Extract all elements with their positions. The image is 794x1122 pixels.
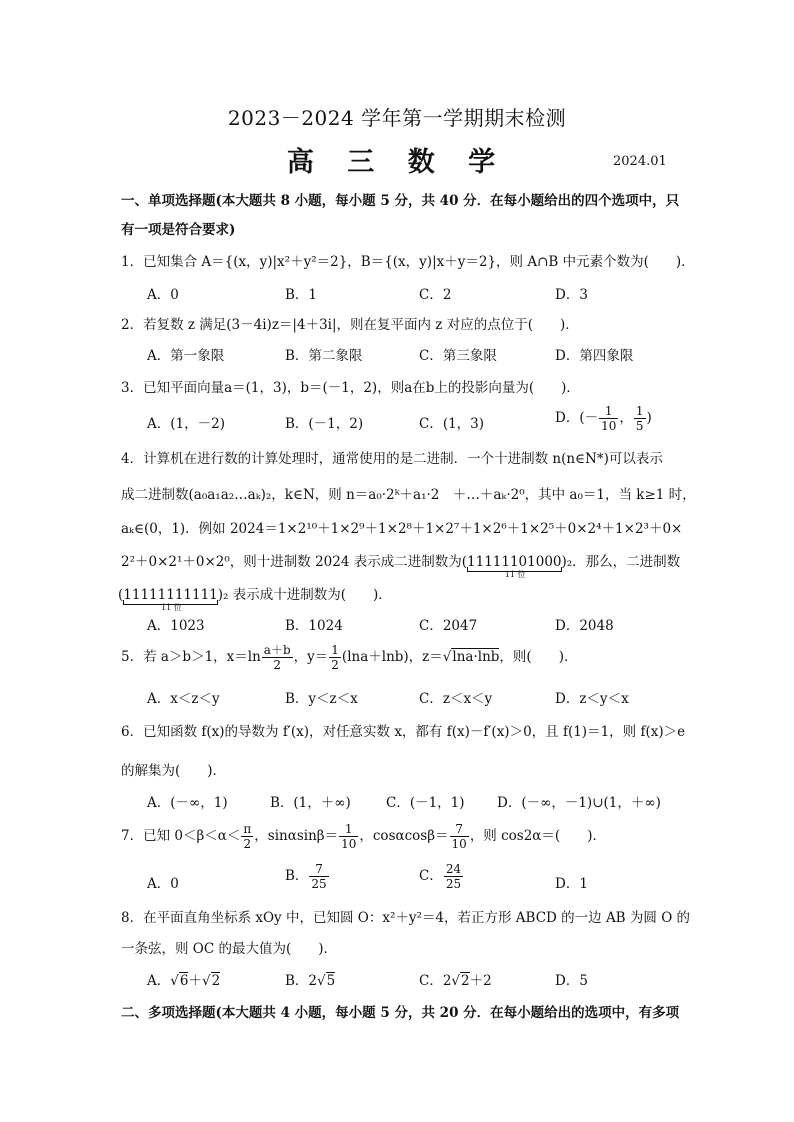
q5-option-c: C．z＜x＜y: [419, 691, 493, 707]
q4-option-c: C．2047: [419, 618, 478, 634]
q7-frac2-den: 10: [341, 837, 357, 851]
q7-frac1-den: 2: [243, 837, 252, 851]
q8-option-b: B．2√5: [285, 973, 336, 989]
q4-brace-label: 11 位: [504, 570, 526, 579]
q4-binary-digits-2: 11111111111: [123, 587, 218, 603]
q3-option-d-prefix: D．(－: [555, 410, 599, 426]
q4-line4: [121, 550, 681, 579]
q2-option-d: D．第四象限: [555, 348, 634, 364]
q3-option-d-frac1: [599, 404, 618, 433]
q1-option-a: A．0: [147, 287, 179, 303]
q4-line3: aₖ∈(0，1)．例如 2024＝1×2¹⁰＋1×2⁹＋1×2⁸＋1×2⁷＋1×2⁶＋1×2⁵＋0×2⁴＋1×2³＋0×: [121, 521, 683, 537]
q6-line2: 的解集为( )．: [121, 763, 227, 779]
q8-option-a-prefix: A．: [147, 973, 171, 989]
q5-frac2-den: 2: [331, 658, 339, 672]
q7-part3: ，cosαcosβ＝: [359, 828, 449, 844]
q4-line5: [118, 583, 392, 612]
q7-option-d: D．1: [555, 876, 588, 892]
q8-line1: 8．在平面直角坐标系 xOy 中，已知圆 O：x²＋y²＝4，若正方形 ABCD 的一边 AB 为圆 O 的: [121, 910, 691, 926]
q4-binary-brace-2: [123, 587, 218, 612]
q3-option-a: A．(1，－2): [147, 416, 225, 432]
q8-option-a-sqrt2: 2: [211, 973, 221, 989]
q3-option-c: C．(1，3): [419, 416, 485, 432]
q4-line5-post: )₂ 表示成十进制数为( )．: [217, 587, 392, 603]
q7-frac3: [450, 822, 469, 851]
q7-option-a: A．0: [147, 876, 179, 892]
q7-frac3-den: 10: [451, 837, 467, 851]
q7-frac2-num: 1: [339, 822, 358, 837]
q8-option-c-sqrt: 2: [461, 973, 470, 989]
q8-option-c-post: ＋2: [469, 973, 492, 989]
section1-heading: 一、单项选择题(本大题共 8 小题，每小题 5 分，共 40 分．在每小题给出的四个选项中，只: [121, 193, 680, 209]
q7-part4: ，则 cos2α＝( )．: [469, 828, 606, 844]
q3-option-d-sep: ，: [619, 410, 633, 426]
q3-option-d-frac2: [634, 404, 646, 433]
q3-option-d-frac2-den: 5: [635, 419, 644, 433]
q6-option-c: C．(－1，1): [386, 795, 465, 811]
q3-option-d-frac1-den: 10: [601, 419, 617, 433]
q4-line5-pre: (: [118, 587, 124, 603]
q7-part2: ，sinαsinβ＝: [254, 828, 339, 844]
q4-option-d: D．2048: [555, 618, 614, 634]
q5-frac1-num: a＋b: [263, 643, 291, 657]
q6-option-a: A．(－∞，1): [147, 795, 228, 811]
q7-option-b: [285, 862, 330, 891]
q5-part4: ，则( )．: [499, 649, 578, 665]
q8-option-b-sqrt: 5: [326, 973, 336, 989]
q5-part2: ，y＝: [293, 649, 329, 665]
q7-stem: [121, 822, 606, 851]
q5-frac2-num: 1: [331, 643, 339, 657]
q3-option-d-frac1-num: 1: [599, 404, 618, 419]
q6-option-b: B．(1，＋∞): [270, 795, 351, 811]
exam-title: 2023－2024 学年第一学期期末检测: [227, 106, 567, 130]
q4-option-b: B．1024: [285, 618, 343, 634]
q4-line4-pre: 2²＋0×2¹＋0×2⁰，则十进制数 2024 表示成二进制数为(: [121, 554, 468, 570]
q5-option-a: A．x＜z＜y: [147, 691, 220, 707]
q5-frac1-den: 2: [273, 658, 282, 672]
q5-stem: 5．若 a＞b＞1，x＝ln $\frac{a+b}{2}$ ，y＝ $\frac{1}{2}$ (lna＋lnb)，z＝√lna·lnb，则( )．: [121, 643, 578, 672]
q2-stem: 2．若复数 z 满足(3－4i)z＝|4＋3i|，则在复平面内 z 对应的点位于( )．: [121, 317, 579, 333]
q7-frac1: [241, 822, 253, 851]
q3-option-d-frac2-num: 1: [635, 404, 644, 418]
q4-line1: 4．计算机在进行数的计算处理时，通常使用的是二进制．一个十进制数 n(n∈N*)可以表示: [121, 451, 663, 467]
q8-option-a-mid: ＋: [188, 973, 202, 989]
q7-part1: 7．已知 0＜β＜α＜: [121, 828, 241, 844]
q5-sqrt: lna·lnb: [452, 649, 500, 665]
q8-option-c-prefix: C．2: [419, 973, 452, 989]
q7-option-b-den: 25: [311, 877, 327, 891]
q8-option-c: C．2√2＋2: [419, 973, 492, 989]
q8-option-a: A．√6＋√2: [147, 973, 221, 989]
q1-stem: 1．已知集合 A＝{(x，y)|x²＋y²＝2}，B＝{(x，y)|x＋y＝2}，则 A∩B 中元素个数为( )．: [121, 254, 695, 270]
q5-part1: 5．若 a＞b＞1，x＝ln: [121, 649, 261, 665]
q7-option-c-prefix: C．: [419, 868, 443, 884]
q1-option-b: B．1: [285, 287, 318, 303]
q7-option-c-num: 24: [445, 862, 462, 876]
q1-option-c: C．2: [419, 287, 452, 303]
q3-option-b: B．(－1，2): [285, 416, 364, 432]
q7-option-c-den: 25: [445, 877, 462, 891]
q6-option-d: D．(－∞，－1)∪(1，＋∞): [497, 795, 661, 811]
q5-frac1: [262, 643, 293, 672]
q2-option-b: B．第二象限: [285, 348, 363, 364]
q8-option-d: D．5: [555, 973, 588, 989]
section1-heading-cont: 有一项是符合要求): [121, 222, 236, 238]
q3-option-d: [555, 404, 652, 433]
q4-line2: 成二进制数(a₀a₁a₂…aₖ)₂，k∈N，则 n＝a₀·2ᵏ＋a₁·2 ＋…＋aₖ·2⁰，其中 a₀＝1，当 k≥1 时，: [121, 487, 696, 503]
q7-option-b-prefix: B．: [285, 868, 309, 884]
q8-line2: 一条弦，则 OC 的最大值为( )．: [121, 941, 338, 957]
q4-line4-post: )₂．那么，二进制数: [561, 554, 681, 570]
q1-option-d: D．3: [555, 287, 588, 303]
q8-option-b-prefix: B．2: [285, 973, 318, 989]
q8-option-a-sqrt1: 6: [179, 973, 189, 989]
q5-option-d: D．z＜y＜x: [555, 691, 629, 707]
q7-option-b-num: 7: [309, 862, 328, 877]
q4-binary-digits: 11111101000: [467, 554, 562, 570]
q4-brace-label-2: 11 位: [161, 603, 182, 612]
section2-heading: 二、多项选择题(本大题共 4 小题，每小题 5 分，共 20 分．在每小题给出的选项中，有多项: [121, 1005, 680, 1021]
q7-option-c-frac: [444, 862, 463, 891]
q5-option-b: B．y＜z＜x: [285, 691, 358, 707]
exam-subject: 高 三 数 学: [286, 147, 508, 178]
q4-option-a: A．1023: [147, 618, 205, 634]
q7-frac1-num: π: [243, 822, 252, 836]
q6-line1: 6．已知函数 f(x)的导数为 f′(x)，对任意实数 x，都有 f(x)－f′(x)＞0，且 f(1)＝1，则 f(x)＞e: [121, 724, 686, 740]
exam-date: 2024.01: [613, 154, 667, 169]
q7-frac3-num: 7: [450, 822, 469, 837]
q3-stem: 3．已知平面向量a＝(1，3)，b＝(－1，2)，则a在b上的投影向量为( )．: [121, 380, 580, 396]
q2-option-a: A．第一象限: [147, 348, 225, 364]
q7-option-b-frac: [309, 862, 328, 891]
q2-option-c: C．第三象限: [419, 348, 497, 364]
q5-frac2: [329, 643, 341, 672]
q4-binary-brace: [467, 554, 562, 579]
q3-option-d-suffix: ): [646, 410, 652, 426]
q5-part3: (lna＋lnb)，z＝: [341, 649, 443, 665]
q7-option-c: [419, 862, 464, 891]
q7-frac2: [339, 822, 358, 851]
